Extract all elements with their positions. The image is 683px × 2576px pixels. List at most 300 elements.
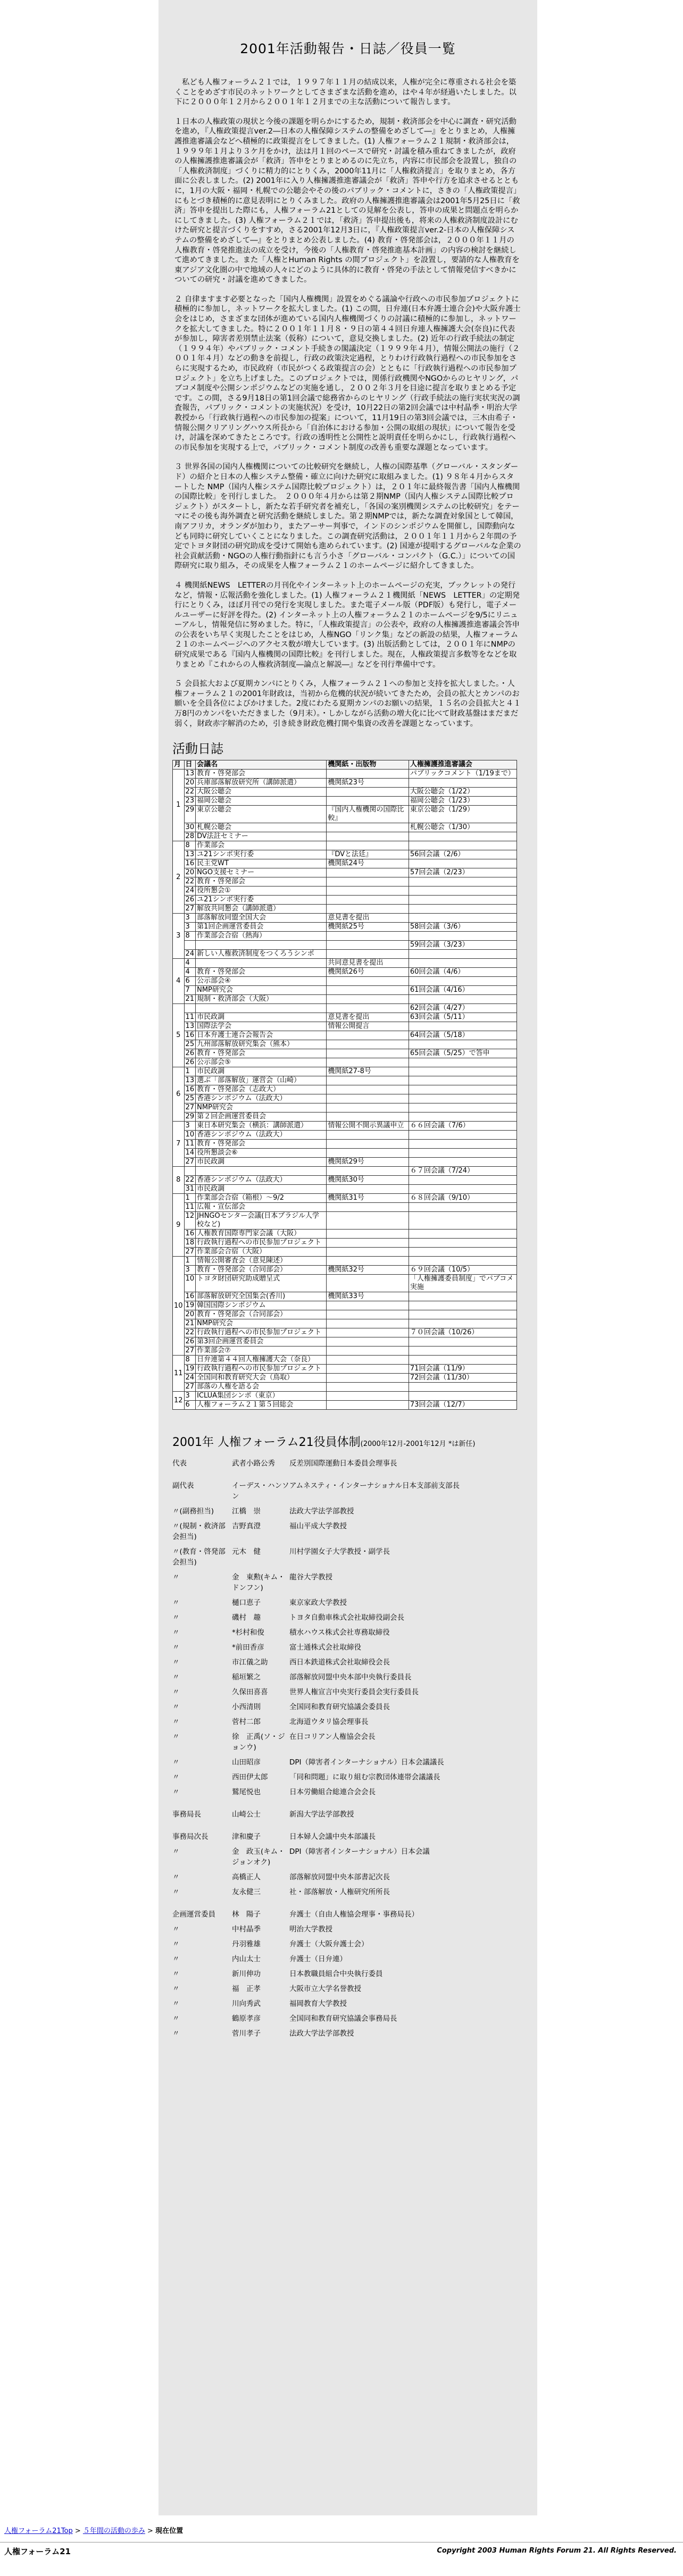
publication-cell bbox=[327, 1049, 409, 1058]
role-affiliation: 積水ハウス株式会社専務取締役 bbox=[289, 1628, 390, 1637]
table-row bbox=[173, 1374, 517, 1383]
role-row bbox=[172, 1609, 460, 1624]
publication-cell bbox=[327, 1031, 409, 1040]
role-name: *前田香彦 bbox=[232, 1643, 264, 1652]
day-cell: 24 bbox=[184, 1374, 196, 1383]
role-title: 〃 bbox=[172, 1628, 180, 1637]
table-row bbox=[173, 1176, 517, 1185]
meeting-cell: 第２回企画運営委員会 bbox=[196, 1113, 327, 1122]
table-row bbox=[173, 1140, 517, 1149]
publication-cell bbox=[327, 1356, 409, 1365]
meeting-cell: 香港シンポジウム（法政大） bbox=[196, 1131, 327, 1140]
council-cell: 東京公聴会（1/29） bbox=[409, 806, 517, 823]
meeting-cell: 作業部会合宿（熱海） bbox=[196, 932, 327, 941]
council-cell bbox=[409, 1257, 517, 1266]
publication-cell bbox=[327, 1346, 409, 1356]
day-cell: 22 bbox=[184, 877, 196, 886]
footer-copyright: Copyright 2003 Human Rights Forum 21. All Rights Reserved. bbox=[437, 2547, 677, 2555]
day-cell: 7 bbox=[184, 986, 196, 995]
role-title: 事務局長 bbox=[172, 1810, 201, 1819]
day-cell: 26 bbox=[184, 896, 196, 905]
role-title: 〃 bbox=[172, 1643, 180, 1652]
role-name: 友永健三 bbox=[232, 1888, 261, 1897]
role-title: 〃 bbox=[172, 1658, 180, 1667]
table-row bbox=[173, 1257, 517, 1266]
month-cell: 4 bbox=[173, 959, 185, 1004]
table-row bbox=[173, 1392, 517, 1401]
role-name: 江橋 崇 bbox=[232, 1507, 261, 1516]
day-cell: 3 bbox=[184, 1266, 196, 1275]
meeting-cell: 教育・啓発部会 bbox=[196, 1049, 327, 1058]
council-cell bbox=[409, 1067, 517, 1076]
role-affiliation: DPI（障害者インターナショナル）日本会議議長 bbox=[289, 1758, 444, 1767]
meeting-cell: 全国同和教育研究大会（鳥取） bbox=[196, 1374, 327, 1383]
role-title bbox=[172, 1470, 232, 1477]
role-title: 〃 bbox=[172, 1985, 180, 1994]
role-row bbox=[172, 1503, 460, 1518]
day-cell: 4 bbox=[184, 959, 196, 968]
publication-cell: 機関紙29号 bbox=[327, 1158, 409, 1167]
role-title: 〃 bbox=[172, 1613, 180, 1622]
day-cell: 27 bbox=[184, 1248, 196, 1257]
role-row bbox=[172, 1966, 460, 1980]
council-cell: 58回会議（3/6） bbox=[409, 923, 517, 932]
meeting-cell: 教育・啓発部会 bbox=[196, 770, 327, 779]
publication-cell bbox=[327, 770, 409, 779]
publication-cell bbox=[327, 797, 409, 806]
role-row bbox=[172, 1684, 460, 1699]
role-name bbox=[232, 1799, 289, 1806]
meeting-cell: 人権フォーラム２１第５回総会 bbox=[196, 1401, 327, 1410]
day-cell: 3 bbox=[184, 1392, 196, 1401]
table-row bbox=[173, 1158, 517, 1167]
role-title: 〃 bbox=[172, 1599, 180, 1608]
role-row bbox=[172, 1754, 460, 1769]
role-title: 〃 bbox=[172, 1688, 180, 1697]
council-cell: 60回会議（4/6） bbox=[409, 968, 517, 977]
council-cell bbox=[409, 832, 517, 841]
publication-cell: 『DVと法廷』 bbox=[327, 850, 409, 859]
role-affiliation: 大阪市立大学名誉教授 bbox=[289, 1985, 361, 1994]
day-cell: 1 bbox=[184, 1067, 196, 1076]
publication-cell bbox=[327, 1085, 409, 1094]
council-cell: 大阪公聴会（1/22） bbox=[409, 788, 517, 797]
council-cell: 57回会議（2/23） bbox=[409, 868, 517, 877]
meeting-cell: 行政執行過程への市民参加プロジェクト bbox=[196, 1328, 327, 1337]
report-paragraph: １日本の人権政策の現状と今後の課題を明らかにするため，規制・救済部会を中心に調査・研究活動を進め，『人権政策提言ver.2―日本の人権保障システムの整備をめざして―』をとりまとめ，人権擁護推進審議会などへ積極的に政策提言をしてきました。(1) 人権フォーラム２１規制・救済部会は，１９９９年１月より３ケ月をかけ，法は月１回のペースで研究・討議を積み重ねてきましたが，政府の人権擁護推進審議会が「救済」答申をとりまとめるのに先立ち，内容に市民部会を設置し，独自の「人権救済制度」づくりに精力的にとりくみ，2000年11月に「人権救済提言」を取りまとめ，各方面に公表しました。(2) 2001年に入り人権擁護推進審議会が「救済」答申や行方を追求させるとともに，1月の大阪・福岡・札幌での公聴会やその後のパブリック・コメントに，さきの「人権政策提言」にもとづき積極的に意見表明にとりくみました。政府の人権擁護推進審議会は2001年5月25日に「救済」答申を提出した際にも，人権フォーラム21としての見解を公表し，答申の成果と問題点を明らかにしてきました。(3) 人権フォーラム２１では，「救済」答申提出後も，将来の人権救済制度設計にむけた研究と提言づくりをすすめ，さる2001年12月3日に，『人権政策提言ver.2-日本の人権保障システムの整備をめざして―』をとりまとめ公表しました。(4) 教育・啓発部会は，２０００年１１月の人権教育・啓発推進法の成立を受け，今後の「人権教育・啓発推進基本計画」の内容の検討を継続して進めてきました。また「人権とHuman Rights の間プロジェクト」を設置し，要請的な人権教育を東アジア文化圏の中で地域の人々にどのように具体的に教育・啓発の手法として情報発信すべきかについての研究・討議を進めてきました。 bbox=[174, 117, 521, 285]
day-cell: 8 bbox=[184, 841, 196, 850]
meeting-cell: 選ぶ「部落解放」運営会（山崎） bbox=[196, 1076, 327, 1085]
day-cell bbox=[184, 1004, 196, 1013]
meeting-cell: 行政執行過程への市民参加プロジェクト bbox=[196, 1365, 327, 1374]
role-name: 高橋正人 bbox=[232, 1873, 261, 1882]
role-affiliation: 法政大学法学部教授 bbox=[289, 2029, 354, 2038]
publication-cell: 機関紙31号 bbox=[327, 1194, 409, 1203]
council-cell: ６７回会議（7/24） bbox=[409, 1167, 517, 1176]
council-cell bbox=[409, 977, 517, 986]
role-row bbox=[172, 1784, 460, 1799]
council-cell bbox=[409, 914, 517, 923]
day-cell: 16 bbox=[184, 1031, 196, 1040]
council-cell bbox=[409, 995, 517, 1004]
council-cell bbox=[409, 1094, 517, 1103]
meeting-cell: ICLUA集団シンポ（東京） bbox=[196, 1392, 327, 1401]
month-cell: 2 bbox=[173, 841, 185, 914]
role-name: 菅村二郎 bbox=[232, 1718, 261, 1727]
month-cell: 1 bbox=[173, 770, 185, 841]
role-title: 〃 bbox=[172, 1733, 180, 1742]
table-row bbox=[173, 1040, 517, 1049]
table-row bbox=[173, 1094, 517, 1103]
publication-cell: 『国内人権機関の国際比較』 bbox=[327, 806, 409, 823]
council-cell bbox=[409, 1319, 517, 1328]
role-name: 久保田喜喜 bbox=[232, 1688, 268, 1697]
table-row bbox=[173, 788, 517, 797]
publication-cell bbox=[327, 1076, 409, 1085]
meeting-cell: 香港シンポジウム（法政大） bbox=[196, 1176, 327, 1185]
role-row bbox=[172, 1980, 460, 1995]
day-cell: 30 bbox=[184, 823, 196, 832]
day-cell: 3 bbox=[184, 914, 196, 923]
meeting-cell: 作業部会⑦ bbox=[196, 1346, 327, 1356]
meeting-cell: トヨタ財団研究助成贈呈式 bbox=[196, 1275, 327, 1292]
table-row bbox=[173, 868, 517, 877]
role-title: 〃 bbox=[172, 1718, 180, 1727]
table-row bbox=[173, 1131, 517, 1140]
meeting-cell: 九州部落解放研究集会（熊本） bbox=[196, 1040, 327, 1049]
meeting-cell: 部落の人権を語る会 bbox=[196, 1383, 327, 1392]
table-row bbox=[173, 1310, 517, 1319]
roles-note: (2000年12月-2001年12月 *は新任) bbox=[360, 1440, 476, 1449]
meeting-cell: 新しい人権救済制度をつくろうシンポ bbox=[196, 950, 327, 959]
role-row bbox=[172, 1843, 460, 1869]
role-affiliation: 日本教職員組合中央執行委員 bbox=[289, 1970, 383, 1979]
activity-log-table bbox=[172, 760, 517, 1410]
role-name: 元木 健 bbox=[232, 1548, 261, 1557]
council-cell bbox=[409, 1392, 517, 1401]
meeting-cell: 教育・啓発部会 bbox=[196, 968, 327, 977]
meeting-cell: NMP研究会 bbox=[196, 986, 327, 995]
table-row bbox=[173, 1356, 517, 1365]
role-row bbox=[172, 1654, 460, 1669]
table-row bbox=[173, 1031, 517, 1040]
role-affiliation bbox=[289, 1821, 460, 1828]
role-affiliation: 全国同和教育研究協議会委員長 bbox=[289, 1703, 390, 1712]
council-cell bbox=[409, 950, 517, 959]
role-affiliation: 部落解放同盟中央本部中央執行委員長 bbox=[289, 1673, 412, 1682]
role-name: 徐 正禹(ソ・ジョンウ) bbox=[232, 1733, 285, 1752]
table-row bbox=[173, 1076, 517, 1085]
day-cell: 29 bbox=[184, 1113, 196, 1122]
breadcrumb-link-history[interactable]: ５年間の活動の歩み bbox=[82, 2527, 145, 2535]
table-row bbox=[173, 1103, 517, 1113]
table-row bbox=[173, 1328, 517, 1337]
meeting-cell: 教育・啓発部会（合同部会） bbox=[196, 1266, 327, 1275]
meeting-cell: 香港シンポジウム（法政大） bbox=[196, 1094, 327, 1103]
council-cell bbox=[409, 1310, 517, 1319]
meeting-cell: 札幌公聴会 bbox=[196, 823, 327, 832]
meeting-cell: NGO支援セミナー bbox=[196, 868, 327, 877]
meeting-cell: 作業部会合宿（箱根）～9/2 bbox=[196, 1194, 327, 1203]
council-cell: ６８回会議（9/10） bbox=[409, 1194, 517, 1203]
breadcrumb-current: 現在位置 bbox=[155, 2527, 184, 2535]
role-name: 山田昭彦 bbox=[232, 1758, 261, 1767]
role-row bbox=[172, 1995, 460, 2010]
publication-cell bbox=[327, 1131, 409, 1140]
council-cell: 62回会議（4/27） bbox=[409, 1004, 517, 1013]
meeting-cell: 第3回企画運営委員会 bbox=[196, 1337, 327, 1346]
publication-cell bbox=[327, 1239, 409, 1248]
day-cell: 16 bbox=[184, 1085, 196, 1094]
role-row bbox=[172, 1906, 460, 1921]
table-row bbox=[173, 1212, 517, 1230]
role-title: 企画運営委員 bbox=[172, 1910, 215, 1919]
role-name: 鷲尾悦也 bbox=[232, 1788, 261, 1797]
table-row bbox=[173, 995, 517, 1004]
day-cell: 10 bbox=[184, 1275, 196, 1292]
meeting-cell: 教育・啓発部会 bbox=[196, 877, 327, 886]
role-name bbox=[232, 1898, 289, 1906]
publication-cell bbox=[327, 823, 409, 832]
table-row bbox=[173, 1401, 517, 1410]
day-cell: 13 bbox=[184, 850, 196, 859]
role-affiliation: 反差別国際運動日本委員会理事長 bbox=[289, 1459, 397, 1468]
role-row bbox=[172, 1518, 460, 1543]
month-cell: 5 bbox=[173, 1004, 185, 1067]
report-paragraph: 私ども人権フォーラム２１では，１９９７年１１月の結成以来，人権が完全に尊重される社会を築くことをめざす市民のネットワークとしてさまざまな活動を進め，はや４年が経過いたしました。以下に２０００年１２月から２００１年１２月までの主な活動について報告します。 bbox=[174, 78, 517, 107]
council-cell bbox=[409, 1337, 517, 1346]
role-row bbox=[172, 1543, 460, 1569]
breadcrumb bbox=[4, 2525, 183, 2535]
publication-cell bbox=[327, 1275, 409, 1292]
role-affiliation: 東京家政大学教授 bbox=[289, 1599, 347, 1608]
table-row bbox=[173, 986, 517, 995]
council-cell bbox=[409, 1346, 517, 1356]
day-cell: 1 bbox=[184, 1257, 196, 1266]
table-row bbox=[173, 1013, 517, 1022]
council-cell: 64回会議（5/18） bbox=[409, 1031, 517, 1040]
role-affiliation: DPI（障害者インターナショナル）日本会議 bbox=[289, 1847, 430, 1856]
role-title: 代表 bbox=[172, 1459, 187, 1468]
role-name bbox=[232, 1821, 289, 1828]
role-title: 副代表 bbox=[172, 1482, 194, 1491]
role-affiliation: 日本婦人会議中央本部議長 bbox=[289, 1833, 376, 1842]
month-cell: 11 bbox=[173, 1356, 185, 1392]
council-cell bbox=[409, 1140, 517, 1149]
council-cell bbox=[409, 1292, 517, 1301]
role-affiliation: 部落解放同盟中央本部書記次長 bbox=[289, 1873, 390, 1882]
role-name: 新川伸功 bbox=[232, 1970, 261, 1979]
table-row bbox=[173, 859, 517, 868]
meeting-cell: 日本弁護士連合会報告会 bbox=[196, 1031, 327, 1040]
table-header-cell: 人権擁護推進審議会 bbox=[409, 760, 517, 770]
table-header-cell: 月 bbox=[173, 760, 185, 770]
publication-cell: 共同意見書を提出 bbox=[327, 959, 409, 968]
role-affiliation: トヨタ自動車株式会社取締役副会長 bbox=[289, 1613, 404, 1622]
day-cell: 20 bbox=[184, 779, 196, 788]
council-cell bbox=[409, 1212, 517, 1230]
role-row bbox=[172, 1455, 460, 1470]
role-title: 〃 bbox=[172, 2014, 180, 2023]
publication-cell bbox=[327, 832, 409, 841]
publication-cell bbox=[327, 1301, 409, 1310]
role-row bbox=[172, 2010, 460, 2025]
role-title: 〃 bbox=[172, 1888, 180, 1897]
role-row bbox=[172, 1921, 460, 1936]
day-cell: 14 bbox=[184, 1149, 196, 1158]
day-cell: 28 bbox=[184, 832, 196, 841]
breadcrumb-link-top[interactable]: 人権フォーラム21Top bbox=[4, 2527, 73, 2535]
day-cell: 27 bbox=[184, 905, 196, 914]
table-row bbox=[173, 1049, 517, 1058]
meeting-cell: 情報公開審査会（意見陳述） bbox=[196, 1257, 327, 1266]
table-header-cell: 機関紙・出版物 bbox=[327, 760, 409, 770]
day-cell: 1 bbox=[184, 1194, 196, 1203]
role-title bbox=[172, 1799, 232, 1806]
meeting-cell: 作業部会合宿（大阪） bbox=[196, 1248, 327, 1257]
publication-cell bbox=[327, 1058, 409, 1067]
day-cell: 6 bbox=[184, 977, 196, 986]
table-row bbox=[173, 841, 517, 850]
publication-cell bbox=[327, 1103, 409, 1113]
role-title: 〃(教育・啓発部会担当) bbox=[172, 1548, 226, 1567]
council-cell: ６９回会議（10/5） bbox=[409, 1266, 517, 1275]
meeting-cell bbox=[196, 959, 327, 968]
publication-cell bbox=[327, 1310, 409, 1319]
activity-report bbox=[174, 78, 521, 729]
publication-cell: 意見書を提出 bbox=[327, 1013, 409, 1022]
council-cell: 「人権擁護委員制度」でパブコメ実施 bbox=[409, 1275, 517, 1292]
meeting-cell: 東京公聴会 bbox=[196, 806, 327, 823]
day-cell: 19 bbox=[184, 1301, 196, 1310]
role-row bbox=[172, 2025, 460, 2040]
table-row bbox=[173, 959, 517, 968]
publication-cell bbox=[327, 1040, 409, 1049]
publication-cell bbox=[327, 1203, 409, 1212]
day-cell: 27 bbox=[184, 1346, 196, 1356]
role-affiliation: 弁護士（大阪弁護士会） bbox=[289, 1940, 369, 1949]
role-title: 〃 bbox=[172, 1758, 180, 1767]
role-name: *杉村和俊 bbox=[232, 1628, 264, 1637]
role-affiliation: 北海道ウタリ協会理事長 bbox=[289, 1718, 369, 1727]
council-cell bbox=[409, 1301, 517, 1310]
publication-cell bbox=[327, 1248, 409, 1257]
meeting-cell: 教育・啓発部会（志政大） bbox=[196, 1085, 327, 1094]
role-name: 川向秀武 bbox=[232, 2000, 261, 2009]
meeting-cell: 部落解放研究全国集会(香川) bbox=[196, 1292, 327, 1301]
council-cell bbox=[409, 1131, 517, 1140]
meeting-cell: 公示部会⑤ bbox=[196, 1058, 327, 1067]
table-row bbox=[173, 1185, 517, 1194]
day-cell: 11 bbox=[184, 1203, 196, 1212]
publication-cell bbox=[327, 905, 409, 914]
footer-site-name: 人権フォーラム21 bbox=[4, 2547, 71, 2556]
role-affiliation bbox=[289, 1898, 460, 1906]
role-title: 事務局次長 bbox=[172, 1833, 209, 1842]
council-cell bbox=[409, 1113, 517, 1122]
role-name: 市江儀之助 bbox=[232, 1658, 268, 1667]
table-row bbox=[173, 1365, 517, 1374]
role-title: 〃 bbox=[172, 1788, 180, 1797]
role-title: 〃(規制・救済部会担当) bbox=[172, 1522, 226, 1542]
day-cell: 4 bbox=[184, 968, 196, 977]
council-cell bbox=[409, 1248, 517, 1257]
council-cell bbox=[409, 896, 517, 905]
role-affiliation: 弁護士（日弁連） bbox=[289, 1955, 347, 1964]
publication-cell bbox=[327, 1004, 409, 1013]
council-cell bbox=[409, 1230, 517, 1239]
role-row bbox=[172, 1569, 460, 1594]
council-cell: ７０回会議（10/26） bbox=[409, 1328, 517, 1337]
role-title: 〃 bbox=[172, 1573, 180, 1582]
council-cell bbox=[409, 1040, 517, 1049]
publication-cell: 機関紙24号 bbox=[327, 859, 409, 868]
publication-cell bbox=[327, 995, 409, 1004]
report-paragraph: ４ 機関紙NEWS LETTERの月刊化やインターネット上のホームページの充実，ブックレットの発行など，情報・広報活動を強化しました。(1) 人権フォーラム２１機関紙「NEWS LETTER」の定期発行にとりくみ，ほぼ月刊での発行を実現しました。また電子メール版（PDF版）も発行し，電子メールユーザーに好評を得た。(2) インターネット上の人権フォーラム２１のホームページを9/5にリニューアルし，情報発信に努めました。特に，「人権政策提言」の公表や，政府の人権擁護推進審議会答申の公表をいち早く実現したことをはじめ，人権NGO「リンク集」などの新設の結果，人権フォーラム２１のホームページへのアクセス数が増大しています。(3) 出版活動としては，２００１年にNMPの研究成果である『国内人権機関の国際比較』を刊行しました。現在，人権政策提言多数等をなどを取りまとめ『これからの人権救済制度―論点と解説―』などを刊行準備中です。 bbox=[174, 581, 520, 669]
role-row bbox=[172, 1769, 460, 1784]
meeting-cell: NMP研究会 bbox=[196, 1103, 327, 1113]
role-affiliation: 弁護士（自由人権協会理事・事務局長） bbox=[289, 1910, 419, 1919]
role-affiliation: 福岡教育大学教授 bbox=[289, 2000, 347, 2009]
month-cell: 8 bbox=[173, 1167, 185, 1194]
publication-cell: 機関紙33号 bbox=[327, 1292, 409, 1301]
table-row bbox=[173, 823, 517, 832]
meeting-cell: 韓国国際シンポジウム bbox=[196, 1301, 327, 1310]
role-title bbox=[172, 1898, 232, 1906]
role-name: 武者小路公秀 bbox=[232, 1459, 275, 1468]
table-row bbox=[173, 1149, 517, 1158]
role-affiliation: 富士通株式会社取締役 bbox=[289, 1643, 361, 1652]
day-cell: 3 bbox=[184, 1122, 196, 1131]
publication-cell bbox=[327, 877, 409, 886]
publication-cell bbox=[327, 977, 409, 986]
meeting-cell: 東日本研究集会（横浜：講師派遣） bbox=[196, 1122, 327, 1131]
meeting-cell: ユ21シンポ実行委 bbox=[196, 896, 327, 905]
council-cell bbox=[409, 877, 517, 886]
month-cell: 3 bbox=[173, 914, 185, 959]
role-name: 菅川孝子 bbox=[232, 2029, 261, 2038]
council-cell bbox=[409, 1149, 517, 1158]
council-cell: 71回会議（11/9） bbox=[409, 1365, 517, 1374]
role-row bbox=[172, 1594, 460, 1609]
role-affiliation: 法政大学法学部教授 bbox=[289, 1507, 354, 1516]
day-cell: 22 bbox=[184, 1176, 196, 1185]
role-affiliation: 「同和問題」に取り組む宗教団体連帯会議議長 bbox=[289, 1773, 440, 1782]
report-paragraph: ２ 自律ますます必要となった「国内人権機関」設置をめぐる議論や行政への市民参加プロジェクトに積極的に参加し，ネットワークを拡大しました。(1) この間，日弁連(日本弁護士連合会)や大阪弁護士会をはじめ，さまざまな団体が進めている国内人権機関づくりの討議に積極的に参加し，ネットワークを拡大してきました。特に２００１年１１月８・９日の第４４回日弁連人権擁護大会(奈良)に代表が参加し，障害者差別禁止法案（仮称）について，意見交換しました。(2) 近年の行政手続法の制定（１９９４年）やパブリック・コメント手続きの閣議決定（１９９９年４月），情報公開法の施行（２００１年４月）などの動きを前提し，行政の政策決定過程，とりわけ行政執行過程への市民参加をさらに実現するため，市民政府（市民がつくる政策提言の会）とともに「行政執行過程への市民参加プロジェクト」を立ち上げました。このプロジェクトでは，関係行政機関やNGOからのヒヤリング，パブコメ制度や公開シンポジウムなどの実施を通し，２００２年３月を目途に提言を取りまとめる予定です。この間，さる9月18日の第1回会議で総務省からのヒヤリング（行政手続法の施行実状実況の調査報告，パブリック・コメントの実施状況）を受け，10月22日の第2回会議では中村晶季・明治大学教授から「行政執行過程への市民参加の提案」について，11月19日の第3回会議では，三木由希子・情報公開クリアリングハウス所長から「自治体における参加・公開の取組の現状」について報告を受け，討議を深めてきたところです。行政の透明性と公開性と説明責任を明らかにし，行政執行過程への市民参加を実現する上で，パブリック・コメント制度の改善も重要な課題となっています。 bbox=[174, 295, 521, 452]
publication-cell: 機関紙27-8号 bbox=[327, 1067, 409, 1076]
page-title: 2001年活動報告・日誌／役員一覧 bbox=[240, 41, 456, 56]
day-cell: 20 bbox=[184, 868, 196, 877]
role-row bbox=[172, 1806, 460, 1821]
publication-cell bbox=[327, 1094, 409, 1103]
council-cell: 72回会議（11/30） bbox=[409, 1374, 517, 1383]
council-cell: 65回会議（5/25）で答申 bbox=[409, 1049, 517, 1058]
role-affiliation: 川村学園女子大学教授・副学長 bbox=[289, 1548, 390, 1557]
role-affiliation: 明治大学教授 bbox=[289, 1925, 332, 1934]
table-row bbox=[173, 797, 517, 806]
council-cell bbox=[409, 1085, 517, 1094]
report-paragraph: ５ 会員拡大および夏期カンパにとりくみ，人権フォーラム２１への参加と支持を拡大しました。・人権フォーラム２１の2001年財政は，当初から危機的状況が続いてきたため，会員の拡大とカンパのお願いを全員各位によびかけました。2度にわたる夏期カンパのお願いの結果，１５名の会員拡大と４１万8円のカンパをいただきました（9月末）。・しかしながら活動の増大化に比べて財政基盤はまだまだ弱く，財政赤字解消のため，引き続き財政危機打開や集資の改善を課題となっています。 bbox=[174, 680, 521, 728]
publication-cell: 情報公開提言 bbox=[327, 1022, 409, 1031]
role-affiliation bbox=[289, 1799, 460, 1806]
day-cell: 12 bbox=[184, 1212, 196, 1230]
table-row bbox=[173, 932, 517, 941]
publication-cell: 機関紙30号 bbox=[327, 1176, 409, 1185]
table-row bbox=[173, 1337, 517, 1346]
day-cell: 27 bbox=[184, 1103, 196, 1113]
role-name: 金 東勲(キム・ドンフン) bbox=[232, 1573, 285, 1593]
day-cell: 20 bbox=[184, 1310, 196, 1319]
